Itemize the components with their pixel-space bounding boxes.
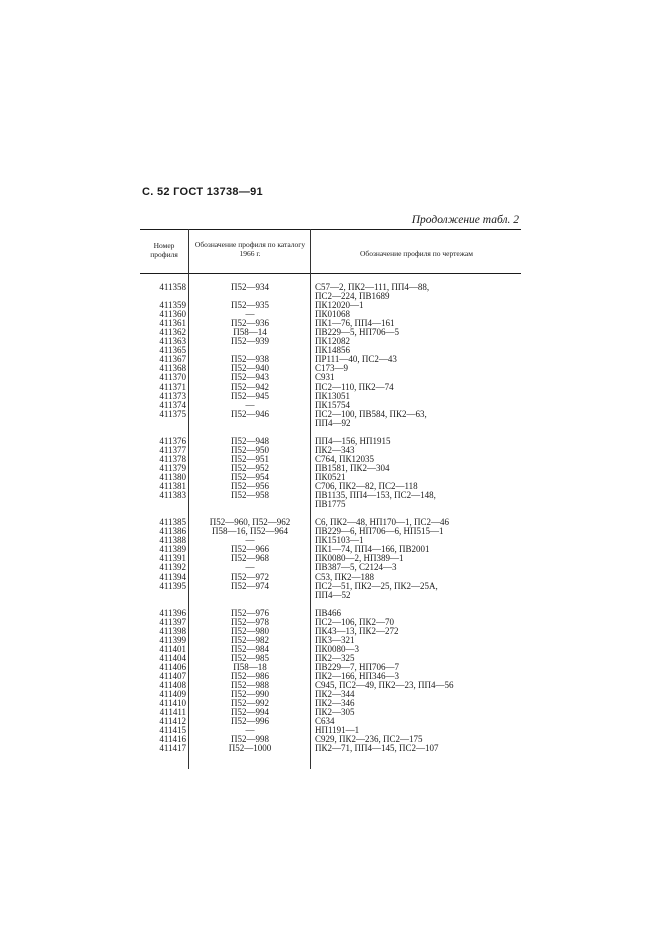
drawing-designation-line: ПВ387—5, С2124—3 [315, 562, 397, 573]
drawing-designation-line: С764, ПК12035 [315, 453, 375, 464]
profile-number: 411361 [159, 318, 186, 329]
catalog-designation: П52—976 [231, 607, 269, 618]
drawing-designation-line: ПК1—76, ПП4—161 [315, 318, 395, 329]
catalog-designation: П52—952 [231, 462, 269, 473]
profile-number: 411362 [159, 327, 186, 338]
drawing-designation-line: ПК2—166, НП346—3 [315, 671, 400, 682]
catalog-designation: П52—974 [231, 580, 269, 591]
profile-number: 411381 [159, 481, 186, 492]
catalog-designation: — [245, 725, 255, 736]
drawing-designation-line: ПВ466 [315, 607, 342, 618]
profile-number: 411407 [159, 671, 186, 682]
profile-number: 411383 [159, 490, 186, 501]
table-top-rule [140, 229, 521, 230]
catalog-designation: П58—14 [233, 327, 267, 338]
profile-number: 411359 [159, 300, 186, 311]
column-header-drawing: Обозначение профиля по чертежам [359, 249, 474, 258]
drawing-designation [315, 582, 520, 600]
profile-number: 411374 [159, 399, 186, 410]
catalog-designation: П52—950 [231, 444, 269, 455]
profile-number: 411389 [159, 544, 186, 555]
drawing-designation-line: ПК12082 [315, 336, 351, 347]
drawing-designation-line: ПС2—224, ПВ1689 [315, 291, 390, 302]
catalog-designation: П52—935 [231, 300, 269, 311]
profile-number: 411367 [159, 354, 186, 365]
profile-number: 411358 [159, 282, 186, 292]
catalog-designation: П52—994 [231, 707, 269, 718]
drawing-designation-line: ПК14856 [315, 345, 351, 356]
drawing-designation-line: ПК2—343 [315, 444, 355, 455]
catalog-designation: П52—972 [231, 571, 269, 582]
profile-number: 411416 [159, 734, 186, 745]
catalog-designation: П52—951 [231, 453, 269, 464]
catalog-designation: П52—985 [231, 652, 269, 663]
profile-number: 411368 [159, 363, 186, 374]
catalog-designation: П52—942 [231, 381, 269, 392]
drawing-designation-line: ПК2—325 [315, 652, 355, 663]
drawing-designation-line: ПВ229—6, НП706—6, НП515—1 [315, 526, 444, 537]
drawing-designation-line: ПВ1775 [315, 499, 346, 510]
profile-number: 411360 [159, 309, 186, 320]
drawing-designation [315, 491, 520, 509]
catalog-designation: П52—986 [231, 671, 269, 682]
catalog-designation: П52—938 [231, 354, 269, 365]
drawing-designation-line: ПК15754 [315, 399, 351, 410]
catalog-designation: — [245, 399, 255, 410]
catalog-designation: П52—940 [231, 363, 269, 374]
profile-number: 411388 [159, 535, 186, 546]
catalog-designation: П52—934 [231, 282, 269, 292]
catalog-designation: П52—946 [231, 408, 269, 419]
table-header-rule [140, 273, 521, 274]
catalog-designation: П58—16, П52—964 [212, 526, 288, 537]
catalog-designation: П52—984 [231, 643, 269, 654]
drawing-designation-line: ПК2—346 [315, 698, 355, 709]
table-row [0, 744, 661, 753]
drawing-designation-line: ПП4—156, НП1915 [315, 435, 391, 446]
table-body [0, 283, 661, 753]
catalog-designation: П52—966 [231, 544, 269, 555]
drawing-designation [315, 410, 520, 428]
table-row [0, 410, 661, 437]
profile-number: 411392 [159, 562, 186, 573]
drawing-designation-line: ПВ229—5, НП706—5 [315, 327, 400, 338]
catalog-designation: П52—958 [231, 490, 269, 501]
drawing-designation-line: ПК12020—1 [315, 300, 364, 311]
catalog-designation: П58—18 [233, 661, 267, 672]
table-row [0, 491, 661, 518]
drawing-designation-line: ПК13051 [315, 390, 351, 401]
profile-number: 411370 [159, 372, 186, 383]
drawing-designation-line: С53, ПК2—188 [315, 571, 375, 582]
profile-number: 411375 [159, 408, 186, 419]
catalog-designation: П52—968 [231, 553, 269, 564]
catalog-designation: П52—998 [231, 734, 269, 745]
catalog-designation: П52—982 [231, 634, 269, 645]
profile-number: 411391 [159, 553, 186, 564]
catalog-designation: П52—948 [231, 435, 269, 446]
drawing-designation-line: С706, ПК2—82, ПС2—118 [315, 481, 418, 492]
table-row [0, 283, 661, 301]
drawing-designation-line: НП1191—1 [315, 725, 360, 736]
profile-number: 411379 [159, 462, 186, 473]
drawing-designation-line: ПВ1581, ПК2—304 [315, 462, 390, 473]
catalog-designation: — [245, 309, 255, 320]
drawing-designation-line: ПС2—100, ПВ584, ПК2—63, [315, 408, 427, 419]
profile-number: 411380 [159, 471, 186, 482]
drawing-designation-line: ПС2—106, ПК2—70 [315, 616, 395, 627]
profile-number: 411363 [159, 336, 186, 347]
profile-number: 411410 [159, 698, 186, 709]
table-row [0, 582, 661, 609]
drawing-designation-line: ПК01068 [315, 309, 351, 320]
drawing-designation-line: С945, ПС2—49, ПК2—23, ПП4—56 [315, 680, 454, 691]
profile-number: 411376 [159, 435, 186, 446]
drawing-designation-line: ПК0080—3 [315, 643, 360, 654]
profile-number: 411399 [159, 634, 186, 645]
drawing-designation-line: ПС2—110, ПК2—74 [315, 381, 394, 392]
profile-number: 411378 [159, 453, 186, 464]
catalog-designation: П52—936 [231, 318, 269, 329]
catalog-designation: П52—988 [231, 680, 269, 691]
drawing-designation-line: ПС2—51, ПК2—25, ПК2—25А, [315, 580, 438, 591]
drawing-designation [315, 708, 520, 717]
catalog-designation: П52—954 [231, 471, 269, 482]
profile-number: 411401 [159, 643, 186, 654]
column-header-number: Номер профиля [150, 241, 178, 259]
drawing-designation-line: С57—2, ПК2—111, ПП4—88, [315, 282, 430, 292]
profile-number: 411406 [159, 661, 186, 672]
drawing-designation-line: С6, ПК2—48, НП170—1, ПС2—46 [315, 517, 450, 528]
drawing-designation-line: ПК3—321 [315, 634, 355, 645]
drawing-designation-line: ПК0521 [315, 471, 346, 482]
drawing-designation-line: С931 [315, 372, 335, 383]
drawing-designation-line: С634 [315, 716, 335, 727]
profile-number: 411394 [159, 571, 186, 582]
drawing-designation [315, 364, 520, 373]
catalog-designation: П52—1000 [228, 743, 272, 754]
drawing-designation-line: С929, ПК2—236, ПС2—175 [315, 734, 423, 745]
drawing-designation-line: ПП4—92 [315, 417, 351, 428]
catalog-designation: П52—980 [231, 625, 269, 636]
catalog-designation: П52—990 [231, 689, 269, 700]
drawing-designation-line: ПК15103—1 [315, 535, 364, 546]
drawing-designation-line: ПВ1135, ПП4—153, ПС2—148, [315, 490, 436, 501]
catalog-designation: П52—939 [231, 336, 269, 347]
profile-number: 411398 [159, 625, 186, 636]
catalog-designation: П52—945 [231, 390, 269, 401]
drawing-designation-line: ПК2—344 [315, 689, 355, 700]
profile-number: 411411 [159, 707, 186, 718]
page-header: С. 52 ГОСТ 13738—91 [142, 186, 263, 198]
profile-number: 411417 [159, 743, 186, 754]
profile-number: 411377 [159, 444, 186, 455]
profile-number: 411386 [159, 526, 186, 537]
profile-number: 411396 [159, 607, 186, 618]
profile-number: 411412 [159, 716, 186, 727]
profile-number: 411385 [159, 517, 186, 528]
profile-number: 411373 [159, 390, 186, 401]
drawing-designation-line: С173—9 [315, 363, 349, 374]
profile-number: 411409 [159, 689, 186, 700]
profile-number: 411404 [159, 652, 186, 663]
drawing-designation-line: ПК0080—2, НП389—1 [315, 553, 404, 564]
catalog-designation: П52—992 [231, 698, 269, 709]
drawing-designation-line: ПР111—40, ПС2—43 [315, 354, 397, 365]
catalog-designation: — [245, 535, 255, 546]
profile-number: 411395 [159, 580, 186, 591]
profile-number: 411397 [159, 616, 186, 627]
catalog-designation: П52—978 [231, 616, 269, 627]
drawing-designation-line: ПК2—71, ПП4—145, ПС2—107 [315, 743, 439, 754]
catalog-designation: П52—956 [231, 481, 269, 492]
catalog-designation: П52—943 [231, 372, 269, 383]
profile-number: 411371 [159, 381, 186, 392]
profile-number: 411415 [159, 725, 186, 736]
catalog-designation: П52—996 [231, 716, 269, 727]
profile-number: 411365 [159, 345, 186, 356]
drawing-designation-line: ПК2—305 [315, 707, 355, 718]
catalog-designation: П52—960, П52—962 [209, 517, 291, 528]
catalog-designation: — [245, 562, 255, 573]
drawing-designation [315, 464, 520, 473]
drawing-designation-line: ПК1—74, ПП4—166, ПВ2001 [315, 544, 430, 555]
profile-number: 411408 [159, 680, 186, 691]
column-header-catalog: Обозначение профиля по каталогу 1966 г. [194, 240, 306, 258]
drawing-designation-line: ПВ229—7, НП706—7 [315, 661, 400, 672]
drawing-designation [315, 283, 520, 301]
drawing-designation [315, 744, 520, 753]
drawing-designation-line: ПП4—52 [315, 589, 351, 600]
continuation-caption: Продолжение табл. 2 [411, 214, 519, 226]
drawing-designation-line: ПК43—13, ПК2—272 [315, 625, 399, 636]
